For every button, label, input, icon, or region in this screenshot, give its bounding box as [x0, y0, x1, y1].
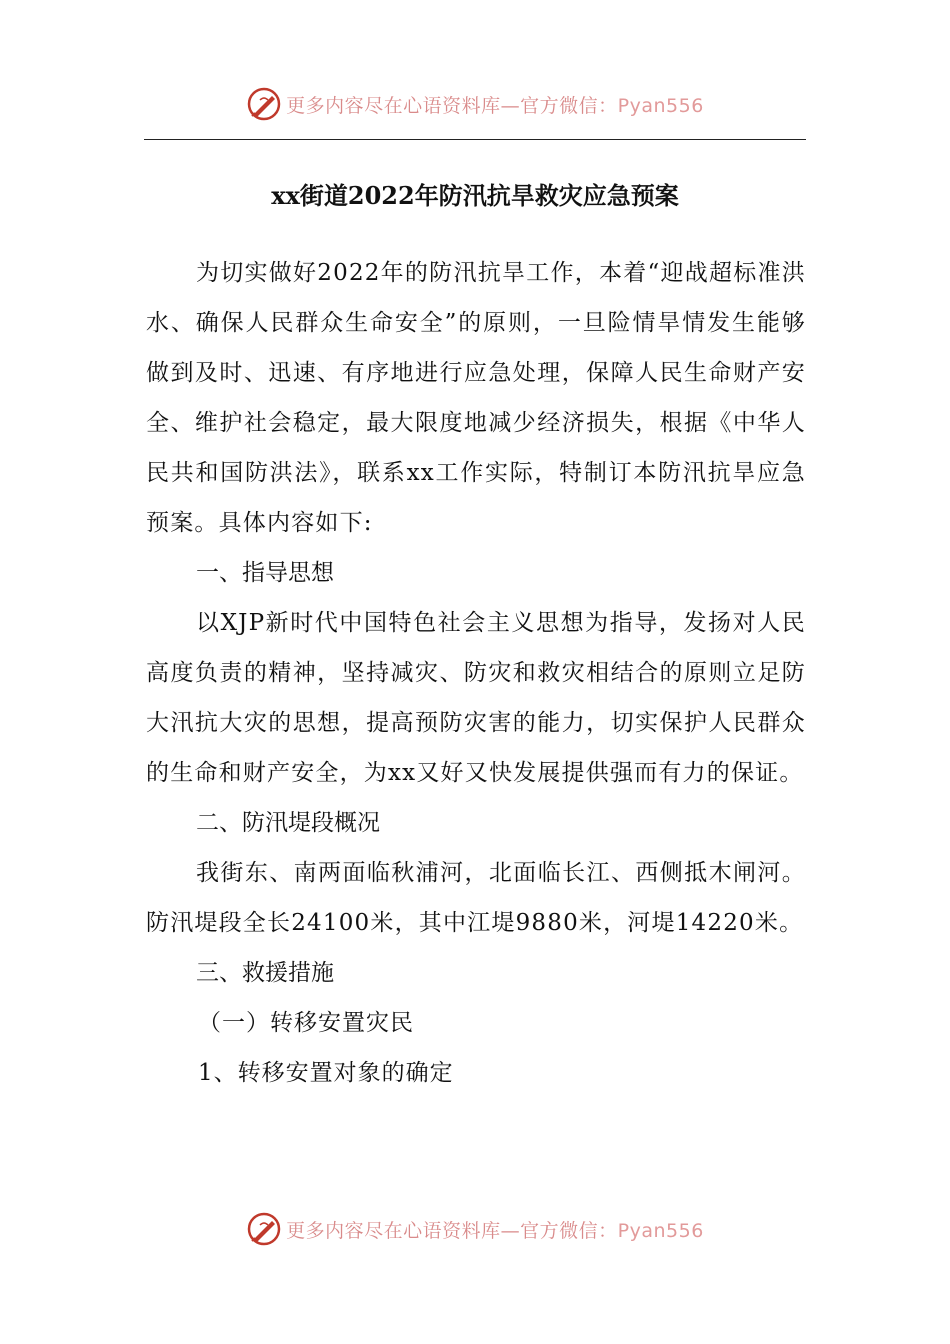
guiding-ideology-paragraph: 以XJP新时代中国特色社会主义思想为指导，发扬对人民高度负责的精神，坚持减灾、防灾和救灾相结合的原则立足防大汛抗大灾的思想，提高预防灾害的能力，切实保护人民群众的生命和财产安全，为xx又好又快发展提供强而有力的保证。: [146, 610, 806, 786]
pen-logo-icon: [246, 1211, 282, 1247]
section-heading-guiding-ideology: 一、指导思想: [196, 560, 334, 586]
section-heading-levee-overview: 二、防汛堤段概况: [196, 810, 380, 836]
header-banner: [0, 82, 950, 126]
header-banner-text: 更多内容尽在心语资料库—官方微信：Pyan556: [286, 94, 704, 117]
section-heading-rescue-measures: 三、救援措施: [196, 960, 334, 986]
document-body: [146, 248, 806, 1098]
levee-overview-paragraph: 我街东、南两面临秋浦河，北面临长江、西侧抵木闸河。防汛堤段全长24100米，其中江堤9880米，河堤14220米。: [146, 860, 806, 936]
item-relocation-targets: 1、转移安置对象的确定: [198, 1060, 454, 1086]
footer-banner: [0, 1207, 950, 1251]
footer-banner-text: 更多内容尽在心语资料库—官方微信：Pyan556: [286, 1219, 704, 1242]
subsection-relocate-victims: （一）转移安置灾民: [198, 1010, 414, 1036]
document-title: xx街道2022年防汛抗旱救灾应急预案: [271, 181, 679, 210]
pen-logo-icon: [246, 86, 282, 122]
intro-paragraph: 为切实做好2022年的防汛抗旱工作，本着“迎战超标准洪水、确保人民群众生命安全”的原则，一旦险情旱情发生能够做到及时、迅速、有序地进行应急处理，保障人民生命财产安全、维护社会稳定，最大限度地减少经济损失，根据《中华人民共和国防洪法》，联系xx工作实际，特制订本防汛抗旱应急预案。具体内容如下:: [146, 260, 806, 536]
header-divider: [144, 139, 806, 140]
